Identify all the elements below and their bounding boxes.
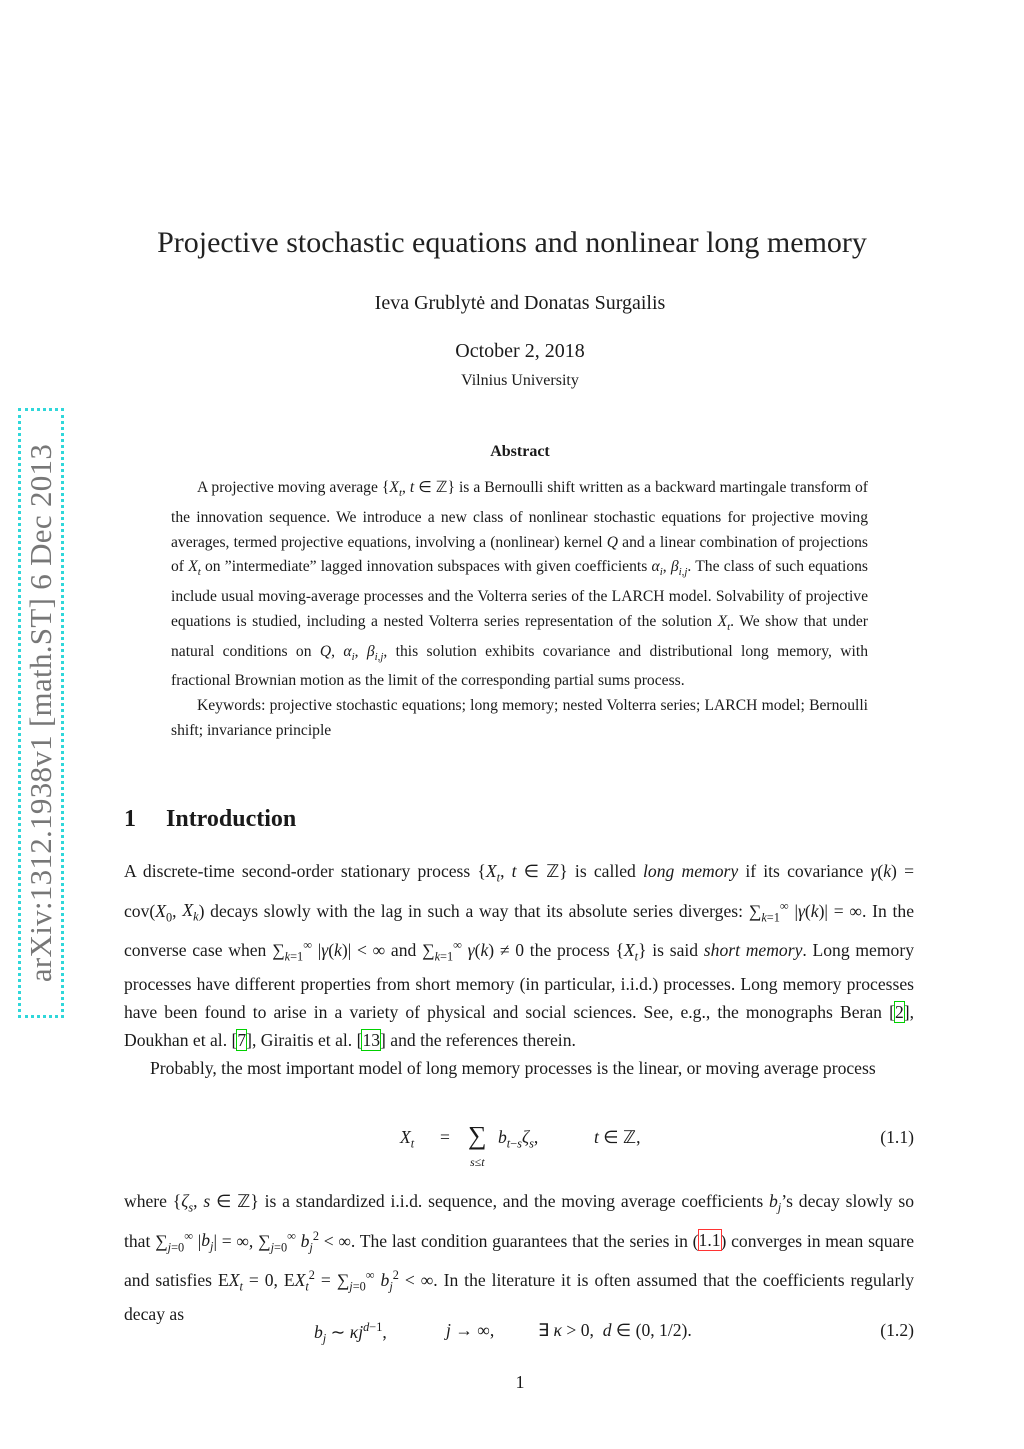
section-title: Introduction xyxy=(166,806,297,832)
paper-affiliation: Vilnius University xyxy=(461,372,579,389)
abstract-keywords: Keywords: projective stochastic equations; long memory; nested Volterra series; LARCH model; Bernoulli shift; invariance principle xyxy=(171,697,868,739)
abstract-heading: Abstract xyxy=(490,443,550,460)
equation-1-1-label: (1.1) xyxy=(880,1127,914,1147)
equation-1-2: $b_j$ ∼ $\kappa j^{d-1}$, j → ∞, ∃ κ > 0, d ∈ (0, 1/2). (1.2) xyxy=(314,1320,914,1346)
section-number: 1 xyxy=(124,806,136,832)
equation-1-1: $X_t$ = ∑ s≤t $b_{t-s}\zeta_s$, t ∈ ℤ, (1.1) xyxy=(400,1121,914,1169)
intro-paragraph-1: A discrete-time second-order stationary process {$X_t$, t ∈ ℤ} is called long memory if its covariance $\gamma(k) = cov(X_0$, $X_k$) decays slowly with the lag in such a way that its absolute series diverges: $\sum_{k=1}^\infty$ |γ(k)| = ∞. In the converse case when $\sum_{k=1}^\infty$ |γ(k)| < ∞ and $\sum_{k=1}^\infty$ γ(k) ≠ 0 the process $\{X_t\}$ is said short memory. Long memory processes have different properties from short memory (in particular, i.i.d.) processes. Long memory processes have been found to arise in a variety of physical and social sciences. See, e.g., the monographs Beran [2], Doukhan et al. [7], Giraitis et al. [13] and the references therein. Probably, the most important model of long memory processes is the linear, or moving average process xyxy=(124,861,915,1079)
equation-1-2-label: (1.2) xyxy=(880,1320,914,1340)
page-number: 1 xyxy=(515,1372,525,1392)
equation-ref-1-1[interactable]: 1.1 xyxy=(698,1230,721,1251)
citation-doukhan[interactable]: 7 xyxy=(237,1030,247,1051)
arxiv-stamp: arXiv:1312.1938v1 [math.ST] 6 Dec 2013 xyxy=(23,443,58,983)
paper-title: Projective stochastic equations and nonlinear long memory xyxy=(157,226,867,259)
abstract-text: A projective moving average {$X_t$, t ∈ ℤ} is a Bernoulli shift written as a backward martingale transform of the innovation sequence. We introduce a new class of nonlinear stochastic equations for projective moving averages, termed projective equations, involving a (nonlinear) kernel Q and a linear combination of projections of $X_t$ on ”intermediate” lagged innovation subspaces with given coefficients $\alpha_i$, $\beta_{i,j}$. The class of such equations include usual moving-average processes and the Volterra series of the LARCH model. Solvability of projective equations is studied, including a nested Volterra series representation of the solution $X_t$. We show that under natural conditions on Q, $\alpha_i$, $\beta_{i,j}$, this solution exhibits covariance and distributional long memory, with fractional Brownian motion as the limit of the corresponding partial sums process. xyxy=(171,479,868,690)
abstract-body xyxy=(171,476,868,743)
citation-giraitis[interactable]: 13 xyxy=(362,1030,381,1051)
intro-paragraph-2: where {$\zeta_s$, s ∈ ℤ} is a standardized i.i.d. sequence, and the moving average coefficients $b_j’s$ decay slowly so that $\sum_{j=0}^\infty$ $|b_j|$ = ∞, $\sum_{j=0}^\infty$ $b_j^2$ < ∞. The last condition guarantees that the series in (1.1) converges in mean square and satisfies $EX_t = 0$, $EX_t^2 = \sum_{j=0}^\infty$ $b_j^2$ < ∞. In the literature it is often assumed that the coefficients regularly decay as xyxy=(124,1191,915,1325)
citation-beran[interactable]: 2 xyxy=(894,1002,904,1023)
paper-date: October 2, 2018 xyxy=(455,340,585,362)
paper-authors: Ieva Grublytė and Donatas Surgailis xyxy=(374,292,666,314)
section-heading xyxy=(124,806,296,833)
